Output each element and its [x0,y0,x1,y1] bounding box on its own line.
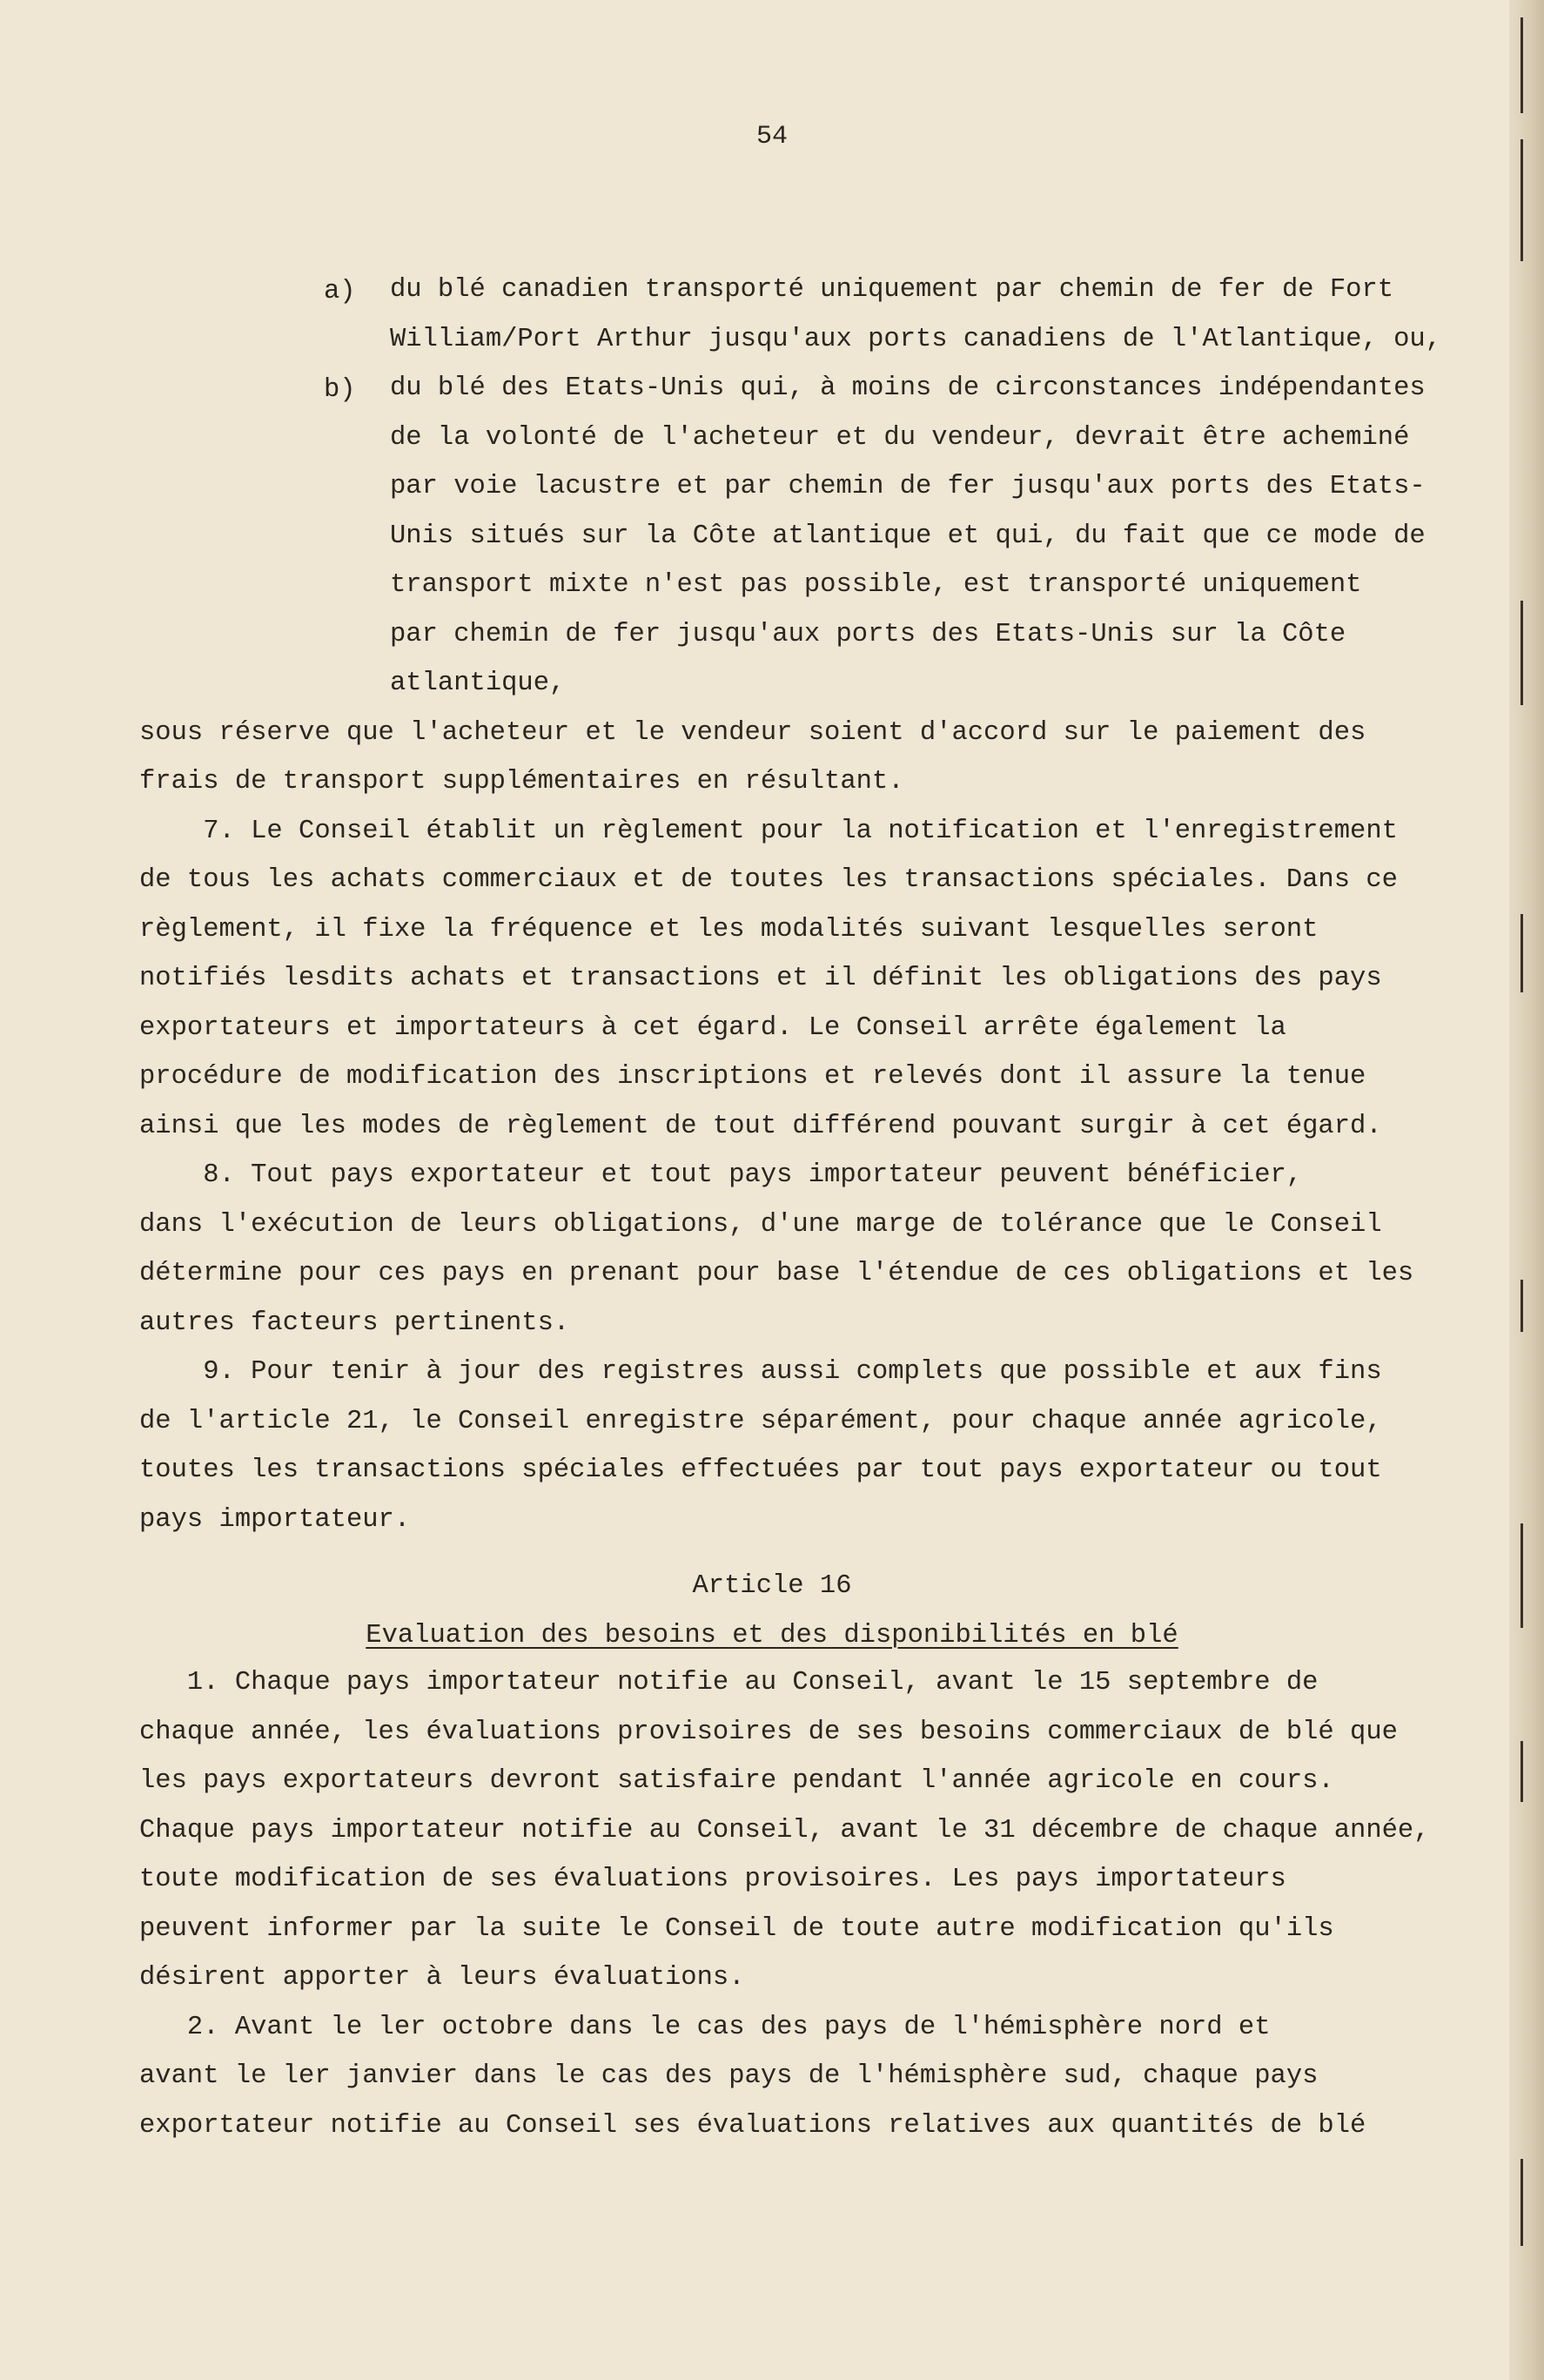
paragraph-line: sous réserve que l'acheteur et le vendeur soient d'accord sur le paiement des [139,717,1366,748]
paragraph-line: exportateurs et importateurs à cet égard. Le Conseil arrête également la [139,1012,1286,1043]
article-paragraph-line: toute modification de ses évaluations provisoires. Les pays importateurs [139,1865,1286,1894]
edge-mark [1521,17,1523,113]
article-paragraph-line: peuvent informer par la suite le Conseil de toute autre modification qu'ils [139,1913,1334,1944]
article-subtitle [0,1621,1544,1651]
paragraph-line: règlement, il fixe la fréquence et les modalités suivant lesquelles seront [139,914,1319,945]
paragraph-line: de tous les achats commerciaux et de toutes les transactions spéciales. Dans ce [139,865,1398,895]
paragraph-line: dans l'exécution de leurs obligations, d'une marge de tolérance que le Conseil [139,1209,1382,1240]
list-item-line: Unis situés sur la Côte atlantique et qui, du fait que ce mode de [390,521,1426,551]
list-item-line: par voie lacustre et par chemin de fer jusqu'aux ports des Etats- [390,472,1426,501]
list-item-line: atlantique, [390,669,566,698]
edge-mark [1521,914,1523,992]
edge-mark [1521,2159,1523,2246]
list-item-line: du blé canadien transporté uniquement par chemin de fer de Fort [390,275,1394,305]
article-paragraph-line: avant le ler janvier dans le cas des pays de l'hémisphère sud, chaque pays [139,2061,1319,2091]
paragraph-line: pays importateur. [139,1504,411,1535]
edge-mark [1521,139,1523,261]
article-paragraph-line: 1. Chaque pays importateur notifie au Conseil, avant le 15 septembre de [139,1668,1319,1698]
article-title: Article 16 [692,1571,852,1601]
article-subtitle-text: Evaluation des besoins et des disponibilités en blé [366,1620,1178,1651]
paragraph-line: 9. Pour tenir à jour des registres aussi complets que possible et aux fins [139,1357,1382,1387]
paragraph-line: 7. Le Conseil établit un règlement pour la notification et l'enregistrement [139,816,1398,846]
page-number: 54 [755,122,788,151]
article-paragraph-line: les pays exportateurs devront satisfaire pendant l'année agricole en cours. [139,1766,1334,1796]
article-paragraph-line: exportateur notifie au Conseil ses évaluations relatives aux quantités de blé [139,2110,1366,2141]
paragraph-line: frais de transport supplémentaires en résultant. [139,767,904,797]
paragraph-line: procédure de modification des inscriptions et relevés dont il assure la tenue [139,1062,1366,1092]
list-item-line: du blé des Etats-Unis qui, à moins de circonstances indépendantes [390,373,1426,403]
list-item-line: transport mixte n'est pas possible, est transporté uniquement [390,570,1362,600]
article-paragraph-line: chaque année, les évaluations provisoires de ses besoins commerciaux de blé que [139,1717,1398,1747]
list-item-line: William/Port Arthur jusqu'aux ports canadiens de l'Atlantique, ou, [390,324,1441,354]
article-paragraph-line: 2. Avant le ler octobre dans le cas des pays de l'hémisphère nord et [139,2012,1271,2042]
paragraph-line: notifiés lesdits achats et transactions et il définit les obligations des pays [139,964,1382,993]
article-paragraph-line: désirent apporter à leurs évaluations. [139,1963,745,1993]
edge-mark [1521,1741,1523,1802]
paragraph-line: 8. Tout pays exportateur et tout pays importateur peuvent bénéficier, [139,1160,1303,1190]
paragraph-line: de l'article 21, le Conseil enregistre séparément, pour chaque année agricole, [139,1406,1382,1436]
list-item-line: par chemin de fer jusqu'aux ports des Etats-Unis sur la Côte [390,619,1346,649]
edge-mark [1521,601,1523,705]
list-item-label: a) [324,277,356,306]
paragraph-line: toutes les transactions spéciales effectuées par tout pays exportateur ou tout [139,1456,1382,1485]
paragraph-line: ainsi que les modes de règlement de tout différend pouvant surgir à cet égard. [139,1111,1382,1141]
list-item-line: de la volonté de l'acheteur et du vendeur, devrait être acheminé [390,422,1410,453]
list-item-label: b) [324,375,356,405]
paragraph-line: autres facteurs pertinents. [139,1308,570,1338]
edge-mark [1521,1280,1523,1332]
paragraph-line: détermine pour ces pays en prenant pour base l'étendue de ces obligations et les [139,1259,1414,1288]
page-edge [1509,0,1544,2380]
article-paragraph-line: Chaque pays importateur notifie au Conseil, avant le 31 décembre de chaque année, [139,1815,1430,1846]
